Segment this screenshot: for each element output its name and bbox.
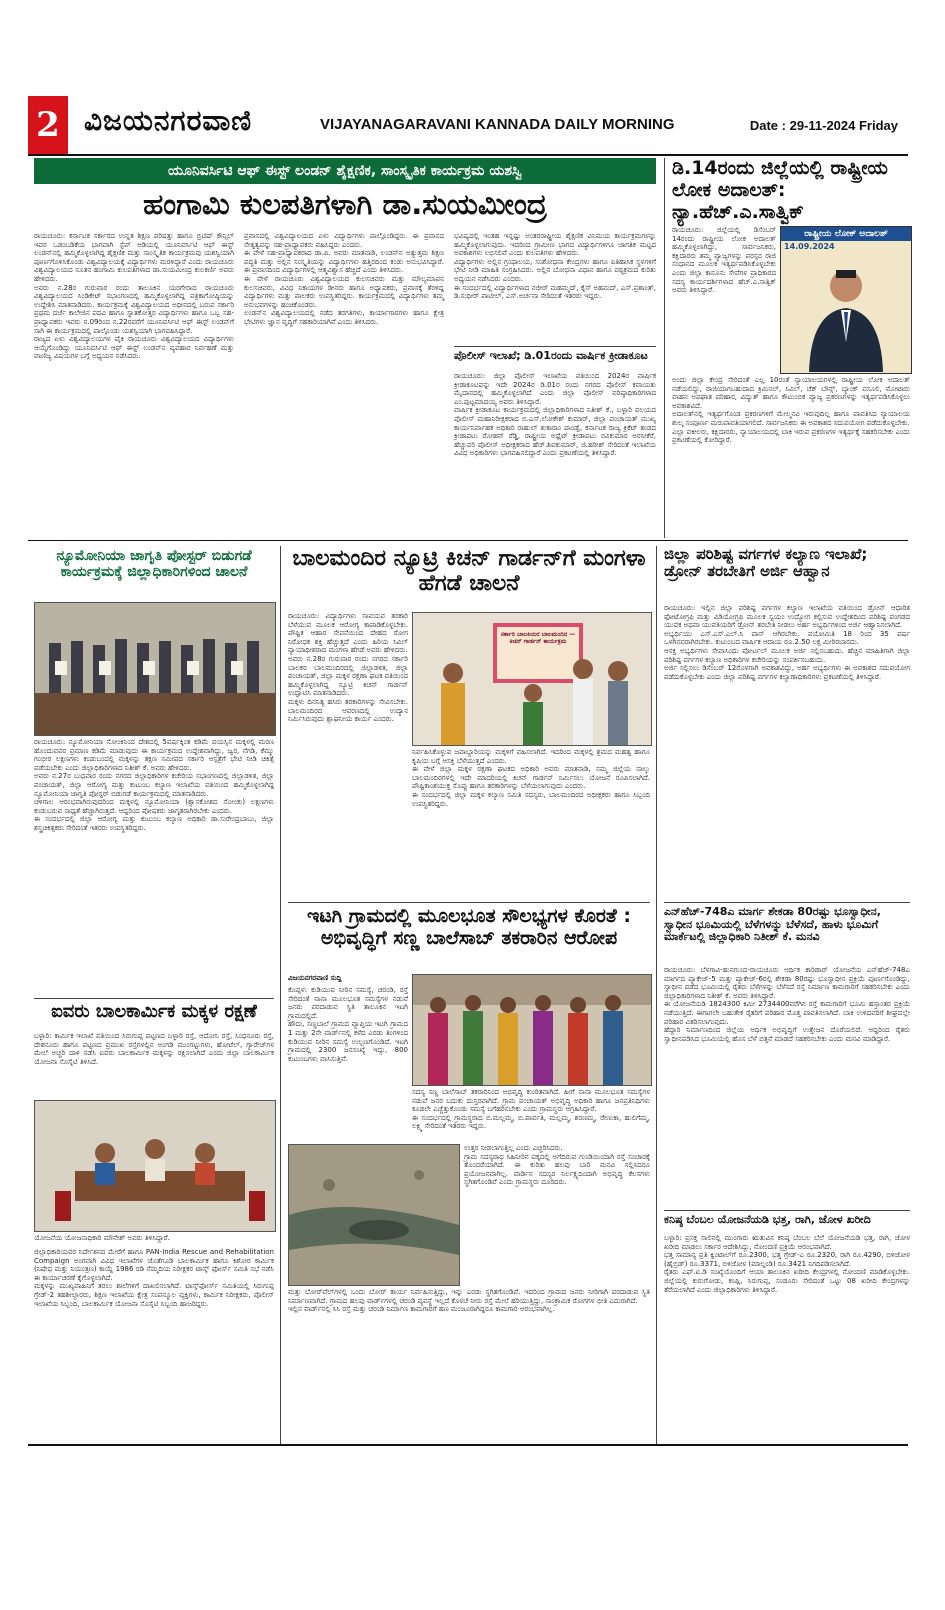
kitchen-body-col1: ರಾಯಚೂರು: ವಿದ್ಯಾರ್ಥಿಗಳು ಸಾವಯವ ತರಕಾರಿ ಬೆಳೆಯುವ ಮೂಲಕ ಆರೋಗ್ಯ ಕಾಪಾಡಿಕೊಳ್ಳಬೇಕು. ಪೌಷ್ಟಿಕ ಆಹಾರ ಸೇವನೆಯಿಂದ ದೇಹದ ರೋಗ ನಿರೋಧಕ ಶಕ್ತಿ ಹೆಚ್ಚುತ್ತದೆ ಎಂದು ಹಿರಿಯ ಸಿವಿಲ್ ನ್ಯಾಯಾಧೀಶರಾದ ಮಂಗಳಾ ಹೆಗಡೆ ಅವರು ಹೇಳಿದರು. ಅವರು ನ.28ರ ಗುರುವಾರ ರಂದು ನಗರದ ಸರ್ಕಾರಿ ಬಾಲಕರ ಬಾಲಮಂದಿರದಲ್ಲಿ ಜಿಲ್ಲಾಡಳಿತ, ಜಿಲ್ಲಾ ಪಂಚಾಯತ್, ಜಿಲ್ಲಾ ಮಕ್ಕಳ ರಕ್ಷಣಾ ಘಟಕ ವತಿಯಿಂದ ಹಮ್ಮಿಕೊಳ್ಳಲಾಗಿದ್ದ ನ್ಯೂಟ್ರಿ ಕಿಚನ್ ಗಾರ್ಡನ್ ಉದ್ಘಾಟಿಸಿ ಮಾತನಾಡಿದರು. ಮಕ್ಕಳು ದಿನನಿತ್ಯ ಹಸಿರು ತರಕಾರಿಗಳನ್ನು ಸೇವಿಸಬೇಕು. ಬಾಲಮಂದಿರದ ಆವರಣದಲ್ಲಿ ಉದ್ಯಾನ ನಿರ್ಮಿಸಿರುವುದು ಶ್ಲಾಘನೀಯ ಕಾರ್ಯ ಎಂದರು. bbox=[288, 612, 408, 724]
adalat-headline: ಡಿ.14ರಂದು ಜಿಲ್ಲೆಯಲ್ಲಿ ರಾಷ್ಟ್ರೀಯ ಲೋಕ ಅದಾಲತ್: ನ್ಯಾ.ಹೆಚ್.ಎ.ಸಾತ್ವಿಕ್ bbox=[672, 157, 888, 223]
masthead bbox=[28, 96, 908, 154]
adalat-banner-title: ರಾಷ್ಟ್ರೀಯ ಲೋಕ್ ಅದಾಲತ್ bbox=[781, 227, 911, 241]
page-bottom-rule bbox=[28, 1444, 908, 1446]
lead-body-col3: ಭವಿಷ್ಯದಲ್ಲಿ ಇಂತಹ ಇನ್ನಷ್ಟು ಅಂತರರಾಷ್ಟ್ರೀಯ ಶೈಕ್ಷಣಿಕ ವಿನಿಮಯ ಕಾರ್ಯಕ್ರಮಗಳನ್ನು ಹಮ್ಮಿಕೊಳ್ಳಲಾಗುವುದು. ಇದರಿಂದ ಗ್ರಾಮೀಣ ಭಾಗದ ವಿದ್ಯಾರ್ಥಿಗಳಿಗೂ ಜಾಗತಿಕ ಮಟ್ಟದ ಅವಕಾಶಗಳು ಲಭಿಸಲಿವೆ ಎಂದು ಕುಲಪತಿಗಳು ಹೇಳಿದರು. ವಿದ್ಯಾರ್ಥಿಗಳು ಅಲ್ಲಿನ ಗ್ರಂಥಾಲಯ, ಸಂಶೋಧನಾ ಕೇಂದ್ರಗಳು ಹಾಗೂ ಐತಿಹಾಸಿಕ ಸ್ಥಳಗಳಿಗೆ ಭೇಟಿ ನೀಡಿ ಮಾಹಿತಿ ಸಂಗ್ರಹಿಸಿದರು. ಅಲ್ಲಿನ ಬೋಧನಾ ವಿಧಾನ ಹಾಗೂ ಪಠ್ಯಕ್ರಮದ ಕುರಿತು ಅಧ್ಯಯನ ನಡೆಸಿದರು ಎಂದರು. ಈ ಸಂದರ್ಭದಲ್ಲಿ ವಿದ್ಯಾರ್ಥಿಗಳಾದ ನಜೀರ್ ಮಹಮ್ಮದ್, ಕೈಸ್ ಅಹಮದ್, ಎಸ್.ಪ್ರಶಾಂತ್, ಡಿ.ಸುಧೀರ್ ಪಾಟೀಲ್, ಎಸ್.ಅರ್ಚನಾ ಸೇರಿದಂತೆ ಇತರರು ಇದ್ದರು. bbox=[454, 232, 656, 301]
pneumonia-body: ರಾಯಚೂರು: ನ್ಯೂಮೋನಿಯಾ ಸೋಂಕಿನಿಂದ ದೇಶದಲ್ಲಿ 5ವರ್ಷಕ್ಕಿಂತ ಕಡಿಮೆ ವಯಸ್ಸಿನ ಮಕ್ಕಳಲ್ಲಿ ಮರಣ ಹೊಂದುವವರ ಪ್ರಮಾಣ ಕಡಿಮೆ ಮಾಡುವುದು ಈ ಕಾರ್ಯಕ್ರಮದ ಉದ್ದೇಶವಾಗಿದ್ದು, ಜ್ವರ, ನೆಗಡಿ, ಕೆಮ್ಮು ಗಂಭೀರ ಲಕ್ಷಣಗಳು ಕಂಡುಬಂದಲ್ಲಿ ಮಕ್ಕಳನ್ನು ತಕ್ಷಣ ಸಮೀಪದ ಸರ್ಕಾರಿ ಆಸ್ಪತ್ರೆಗೆ ಭೇಟಿ ನೀಡಿ ಚಿಕಿತ್ಸೆ ಪಡೆಯಬೇಕು ಎಂದು ಜಿಲ್ಲಾಧಿಕಾರಿಗಳಾದ ನಿತೀಶ್ ಕೆ. ಅವರು ಹೇಳಿದರು. ಅವರು ನ.27ರ ಬುಧವಾರ ರಂದು ನಗರದ ಜಿಲ್ಲಾಧಿಕಾರಿಗಳ ಕಚೇರಿಯ ಸಭಾಂಗಣದಲ್ಲಿ ಜಿಲ್ಲಾಡಳಿತ, ಜಿಲ್ಲಾ ಪಂಚಾಯತ್, ಜಿಲ್ಲಾ ಆರೋಗ್ಯ ಮತ್ತು ಕುಟುಂಬ ಕಲ್ಯಾಣ ಇಲಾಖೆಯ ವತಿಯಿಂದ ಹಮ್ಮಿಕೊಳ್ಳಲಾಗಿದ್ದ ನ್ಯೂಮೋನಿಯಾ ಜಾಗೃತಿ ಪೋಸ್ಟರ್ ಬಿಡುಗಡೆ ಕಾರ್ಯಕ್ರಮದಲ್ಲಿ ಮಾತನಾಡಿದರು. ಚಳಿಗಾಲ ಆರಂಭವಾಗಿರುವುದರಿಂದ ಮಕ್ಕಳಲ್ಲಿ ನ್ಯೂಮೋನಿಯಾ (ಶ್ವಾಸಕೋಶದ ಸೋಂಕು) ಲಕ್ಷಣಗಳು ಕಂಡುಬರುವ ಸಾಧ್ಯತೆ ಹೆಚ್ಚಾಗಿರುತ್ತದೆ. ಆದ್ದರಿಂದ ಪೋಷಕರು ಜಾಗೃತರಾಗಿರಬೇಕು ಎಂದರು. ಈ ಸಂದರ್ಭದಲ್ಲಿ ಜಿಲ್ಲಾ ಆರೋಗ್ಯ ಮತ್ತು ಕುಟುಂಬ ಕಲ್ಯಾಣ ಅಧಿಕಾರಿ ಡಾ.ಸುರೇಂದ್ರಬಾಬು, ಜಿಲ್ಲಾ ಶಸ್ತ್ರಚಿಕಿತ್ಸಕರು ಸೇರಿದಂತೆ ಇತರರು ಉಪಸ್ಥಿತರಿದ್ದರು. bbox=[34, 738, 274, 832]
adalat-body-full: ಅಂದು ಜಿಲ್ಲಾ ಕೇಂದ್ರ ಸೇರಿದಂತೆ ಎಲ್ಲ 10ರಂತೆ ನ್ಯಾಯಾಲಯಗಳಲ್ಲಿ ರಾಷ್ಟ್ರೀಯ ಲೋಕ ಅದಾಲತ್ ನಡೆಯಲಿದ್ದು, ರಾಜಿಯಾಗಬಹುದಾದ ಕ್ರಿಮಿನಲ್, ಸಿವಿಲ್, ಚೆಕ್ ಬೌನ್ಸ್, ಬ್ಯಾಂಕ್ ವಸೂಲಿ, ಮೋಟಾರು ವಾಹನ ಅಪಘಾತ ಪರಿಹಾರ, ವಿದ್ಯುತ್ ಹಾಗೂ ಕೌಟುಂಬಿಕ ವ್ಯಾಜ್ಯ ಪ್ರಕರಣಗಳನ್ನು ಇತ್ಯರ್ಥಪಡಿಸಿಕೊಳ್ಳಲು ಅವಕಾಶವಿದೆ. ಅದಾಲತ್‌ನಲ್ಲಿ ಇತ್ಯರ್ಥಗೊಂಡ ಪ್ರಕರಣಗಳಿಗೆ ಮೇಲ್ಮನವಿ ಇರುವುದಿಲ್ಲ ಹಾಗೂ ಪಾವತಿಸಿದ ನ್ಯಾಯಾಲಯ ಶುಲ್ಕ ಸಂಪೂರ್ಣ ಮರುಪಾವತಿಯಾಗಲಿದೆ. ಸಾರ್ವಜನಿಕರು ಈ ಅವಕಾಶದ ಸದುಪಯೋಗ ಪಡೆದುಕೊಳ್ಳಬೇಕು. ಎಲ್ಲಾ ವಕೀಲರು, ಕಕ್ಷಿದಾರರು, ನ್ಯಾಯಾಲಯದಲ್ಲಿ ಬಾಕಿ ಇರುವ ಪ್ರಕರಣಗಳ ಇತ್ಯರ್ಥಕ್ಕೆ ಸಹಕರಿಸಬೇಕು ಎಂದು ಪ್ರಕಟಣೆಯಲ್ಲಿ ಕೋರಿದ್ದಾರೆ. bbox=[672, 376, 910, 445]
kitchen-photo bbox=[412, 612, 652, 746]
child-labour-body1: ಬಳ್ಳಾರಿ: ಕಾರ್ಮಿಕ ಇಲಾಖೆ ವತಿಯಿಂದ ಸಿರುಗುಪ್ಪ ಪಟ್ಟಣದ ಬಳ್ಳಾರಿ ರಸ್ತೆ, ಆದೋನಿ ರಸ್ತೆ, ಸಿಂಧನೂರು ರಸ್ತೆ, ದೇಶನೂರು ಹಾಗೂ ಪಟ್ಟಣದ ಪ್ರಮುಖ ರಸ್ತೆಗಳಲ್ಲಿನ ಅಂಗಡಿ ಮುಂಗಟ್ಟುಗಳು, ಹೋಟೆಲ್, ಗ್ಯಾರೇಜ್‌ಗಳ ಮೇಲೆ ಅಚ್ಚರಿ ದಾಳಿ ನಡೆಸಿ ಐವರು ಬಾಲಕಾರ್ಮಿಕ ಮಕ್ಕಳನ್ನು ರಕ್ಷಿಸಲಾಗಿದೆ ಎಂದು ಜಿಲ್ಲಾ ಬಾಲಕಾರ್ಮಿಕ ಯೋಜನಾ ಸೊಸೈಟಿ ತಿಳಿಸಿದೆ. bbox=[34, 1032, 277, 1066]
page-number: 2 bbox=[28, 96, 68, 154]
village-headline: ಇಟಗಿ ಗ್ರಾಮದಲ್ಲಿ ಮೂಲಭೂತ ಸೌಲಭ್ಯಗಳ ಕೊರತೆ : ಅಭಿವೃದ್ಧಿಗೆ ಸಣ್ಣ ಬಾಲೆಸಾಬ್ ತಕರಾರಿನ ಆರೋಪ bbox=[306, 905, 631, 949]
meeting-photo-icon bbox=[35, 603, 275, 735]
lead-body-col1: ರಾಯಚೂರು: ಕರ್ನಾಟಕ ಸರ್ಕಾರದ ಉನ್ನತ ಶಿಕ್ಷಣ ಪರಿಷತ್ತು ಹಾಗೂ ಬ್ರಿಟಿಷ್ ಕೌನ್ಸಿಲ್ ಇವರ ಒಡಂಬಡಿಕೆಯ ಭಾಗವಾಗಿ ಸ್ಟೆಪ್ ಆಡಿಯಲ್ಲಿ ಯೂನಿವರ್ಸಿಟಿ ಆಫ್ ಈಸ್ಟ್ ಲಂಡನ್‌ನಲ್ಲಿ ಹಮ್ಮಿಕೊಳ್ಳಲಾಗಿದ್ದ ಶೈಕ್ಷಣಿಕ ಮತ್ತು ಸಾಂಸ್ಕೃತಿಕ ಕಾರ್ಯಕ್ರಮವು ಯಶಸ್ವಿಯಾಗಿ ಪೂರ್ಣಗೊಳಿಸಿಕೊಂಡು ವಿಶ್ವವಿದ್ಯಾಲಯಕ್ಕೆ ವಿದ್ಯಾರ್ಥಿಗಳು ಮರಳಿದ್ದಾರೆ ಎಂದು ರಾಯಚೂರು ವಿಶ್ವವಿದ್ಯಾಲಯದ ನೂತನ ಹಂಗಾಮಿ ಕುಲಪತಿಗಳಾದ ಡಾ.ಸುಯಮೀಂದ್ರ ಕುಲಕರ್ಣಿ ಅವರು ಹೇಳಿದರು. ಅವರು ನ.28ರ ಗುರುವಾರ ರಂದು ತಾಲೂಕಿನ ಯರಗೇರಾದ ರಾಯಚೂರು ವಿಶ್ವವಿದ್ಯಾಲಯದ ಸಿಂಡಿಕೇಟ್ ಸಭಾಂಗಣದಲ್ಲಿ ಹಮ್ಮಿಕೊಳ್ಳಲಾಗಿದ್ದ ಪತ್ರಿಕಾಗೋಷ್ಠಿಯನ್ನು ಉದ್ದೇಶಿಸಿ ಮಾತನಾಡಿದರು. ಕಾರ್ಯಕ್ರಮಕ್ಕೆ ವಿಶ್ವವಿದ್ಯಾಲಯದ ಅಧೀನದಲ್ಲಿ ಬರುವ ಸರ್ಕಾರಿ ಪ್ರಥಮ ದರ್ಜೆ ಕಾಲೇಜಿನ ಪದವಿ ಹಾಗೂ ಸ್ನಾತಕೋತ್ತರ ವಿದ್ಯಾರ್ಥಿಗಳು ಹಾಗೂ ಒಬ್ಬ ಸಹ-ಪ್ರಾಧ್ಯಾಪಕರು ಇವರು ನ.09ರಿಂದ ನ.22ರವರೆಗೆ ಯೂನಿವರ್ಸಿಟಿ ಆಫ್ ಈಸ್ಟ್ ಲಂಡನ್‌ಗೆ ಸಾಗಿ ಈ ಕಾರ್ಯಕ್ರಮದಲ್ಲಿ ಪಾಲ್ಗೊಂಡು ಯಶಸ್ವಿಯಾಗಿ ಭಾಗವಹಿಸಿದ್ದಾರೆ. ರಾಜ್ಯದ ಏಳು ವಿಶ್ವವಿದ್ಯಾಲಯಗಳ ಪೈಕಿ ರಾಯಚೂರು ವಿಶ್ವವಿದ್ಯಾಲಯದ ವಿದ್ಯಾರ್ಥಿಗಳು ಆಯ್ಕೆಗೊಂಡಿದ್ದು ಯೂನಿವರ್ಸಿಟಿ ಆಫ್ ಈಸ್ಟ್ ಲಂಡನ್‌ನ ವ್ಯವಹಾರ ನಿರ್ವಹಣೆ ಮತ್ತು ವಾಣಿಜ್ಯ ವಿಷಯಗಳ ಬಗ್ಗೆ ಅಧ್ಯಯನ ನಡೆಸಿದರು. bbox=[34, 232, 234, 361]
section-rule bbox=[28, 540, 908, 541]
column-divider bbox=[656, 546, 657, 1446]
village-photo-women bbox=[412, 974, 652, 1086]
pneumonia-headline: ನ್ಯೂಮೋನಿಯಾ ಜಾಗೃತಿ ಪೋಸ್ಟರ್ ಬಿಡುಗಡೆ ಕಾರ್ಯಕ್ರಮಕ್ಕೆ ಜಿಲ್ಲಾಧಿಕಾರಿಗಳಿಂದ ಚಾಲನೆ bbox=[56, 548, 252, 581]
divider bbox=[664, 902, 910, 903]
drone-headline: ಜಿಲ್ಲಾ ಪರಿಶಿಷ್ಟ ವರ್ಗಗಳ ಕಲ್ಯಾಣ ಇಲಾಖೆ; ಡ್ರೋನ್ ತರಬೇತಿಗೆ ಅರ್ಜಿ ಆಹ್ವಾನ bbox=[664, 545, 868, 581]
portrait-icon bbox=[781, 252, 911, 372]
village-body-col1: ಕೊಪ್ಪಳ: ಕುಡಿಯುವ ನೀರಿನ ಸಮಸ್ಯೆ, ಚರಂಡಿ, ರಸ್ತೆ ಸೇರಿದಂತೆ ನಾನಾ ಮೂಲಭೂತ ಸಮಸ್ಯೆಗಳ ನಡುವೆ ಜನರು ಪರದಾಡುವ ಸ್ಥಿತಿ ತಾಲೂಕಿನ ಇಟಗಿ ಗ್ರಾಮದಲ್ಲಿದೆ. ಹೌದು, ಸಣ್ಣಬಾಲೆ ಗ್ರಾಮದ ವ್ಯಾಪ್ತಿಯ ಇಟಗಿ ಗ್ರಾಮದ 1 ಮತ್ತು 2ನೇ ವಾರ್ಡ್‌ನಲ್ಲಿ ಕಳೆದ ಎರಡು ತಿಂಗಳಿಂದ ಕುಡಿಯುವ ನೀರಿನ ಸಮಸ್ಯೆ ಉಲ್ಬಣಗೊಂಡಿದೆ. ಇಟಗಿ ಗ್ರಾಮದಲ್ಲಿ 2300 ಜನಸಂಖ್ಯೆ ಇದ್ದು, 800 ಕುಟುಂಬಗಳು ವಾಸಿಸುತ್ತಿವೆ. bbox=[288, 986, 408, 1063]
kitchen-headline: ಬಾಲಮಂದಿರ ನ್ಯೂಟ್ರಿ ಕಿಚನ್ ಗಾರ್ಡನ್‌ಗೆ ಮಂಗಳಾ ಹೆಗಡೆ ಚಾಲನೆ bbox=[292, 546, 646, 597]
villagers-photo-icon bbox=[413, 975, 651, 1085]
highway-headline: ಎನ್‌ಹೆಚ್-748ಎ ಮಾರ್ಗ ಶೇಕಡಾ 80ರಷ್ಟು ಭೂಸ್ವಾಧೀನ, ಸ್ವಾಧೀನ ಭೂಮಿಯಲ್ಲಿ ಬೆಳೆಗಳನ್ನು ಬೆಳೆಸದೆ, ಹಾಳು ಭೂಮಿಗೆ ಮಾರ್ಕೆಟಲ್ಲಿ ಜಿಲ್ಲಾಧಿಕಾರಿ ನಿತೀಶ್ ಕೆ. ಮನವಿ bbox=[664, 905, 881, 944]
lead-body-col2: ಪ್ರವಾಸದಲ್ಲಿ ವಿಶ್ವವಿದ್ಯಾಲಯದ ಏಳು ವಿದ್ಯಾರ್ಥಿಗಳು ಪಾಲ್ಗೊಂಡಿದ್ದರು. ಈ ಪ್ರವಾಸದ ನೇತೃತ್ವವನ್ನು ಸಹ-ಪ್ರಾಧ್ಯಾಪಕರು ವಹಿಸಿದ್ದರು ಎಂದರು. ಈ ವೇಳೆ ಸಹ-ಪ್ರಾಧ್ಯಾಪಕರಾದ ಡಾ.ಪಿ. ಅವರು ಮಾತನಾಡಿ, ಲಂಡನ್‌ನ ಅತ್ಯುತ್ತಮ ಶಿಕ್ಷಣ ಪದ್ಧತಿ ಮತ್ತು ಅಲ್ಲಿನ ಸಂಸ್ಕೃತಿಯನ್ನು ವಿದ್ಯಾರ್ಥಿಗಳು ಹತ್ತಿರದಿಂದ ಕಂಡು ಅನುಭವಿಸಿದ್ದಾರೆ. ಈ ಪ್ರವಾಸದಿಂದ ವಿದ್ಯಾರ್ಥಿಗಳಲ್ಲಿ ಆತ್ಮವಿಶ್ವಾಸ ಹೆಚ್ಚಿದೆ ಎಂದು ತಿಳಿಸಿದರು. ಈ ವೇಳೆ ರಾಯಚೂರು ವಿಶ್ವವಿದ್ಯಾಲಯದ ಕುಲಸಚಿವರು ಮತ್ತು ಮೌಲ್ಯಮಾಪನ ಕುಲಸಚಿವರು, ವಿವಿಧ ನಿಕಾಯಗಳ ಡೀನರು ಹಾಗೂ ಅಧ್ಯಾಪಕರು, ಪ್ರವಾಸಕ್ಕೆ ತೆರಳಿದ್ದ ವಿದ್ಯಾರ್ಥಿಗಳು ಮತ್ತು ಪಾಲಕರು ಉಪಸ್ಥಿತರಿದ್ದರು. ಕಾರ್ಯಕ್ರಮದಲ್ಲಿ ವಿದ್ಯಾರ್ಥಿಗಳು ತಮ್ಮ ಅನುಭವಗಳನ್ನು ಹಂಚಿಕೊಂಡರು. ಲಂಡನ್‌ನ ವಿಶ್ವವಿದ್ಯಾಲಯದಲ್ಲಿ ನಡೆದ ತರಗತಿಗಳು, ಕಾರ್ಯಾಗಾರಗಳು ಹಾಗೂ ಕ್ಷೇತ್ರ ಭೇಟಿಗಳು ಜ್ಞಾನ ವೃದ್ಧಿಗೆ ಸಹಕಾರಿಯಾಗಿವೆ ಎಂದು ತಿಳಿಸಿದರು. bbox=[244, 232, 444, 326]
column-divider bbox=[664, 158, 665, 538]
pneumonia-photo bbox=[34, 602, 276, 736]
newspaper-title-kannada: ವಿಜಯನಗರವಾಣಿ bbox=[84, 104, 253, 137]
msp-headline: ಕನಿಷ್ಠ ಬೆಂಬಲ ಯೋಜನೆಯಡಿ ಭತ್ತ, ರಾಗಿ, ಜೋಳ ಖರೀದಿ bbox=[664, 1213, 871, 1226]
column-divider bbox=[280, 546, 281, 1446]
lead-headline: ಹಂಗಾಮಿ ಕುಲಪತಿಗಳಾಗಿ ಡಾ.ಸುಯಮೀಂದ್ರ bbox=[143, 187, 547, 221]
masthead-rule bbox=[28, 154, 908, 156]
highway-body: ರಾಯಚೂರು: ಬೆಳಗಾವಿ-ಹುನಗುಂದ-ರಾಯಚೂರು ಆರ್ಥಿಕ ಕಾರಿಡಾರ್ ಯೋಜನೆಯ ಎನ್‌ಹೆಚ್-748ಎ ಮಾರ್ಗದ ಪ್ಯಾಕೇಜ್-5 ಮತ್ತು ಪ್ಯಾಕೇಜ್-6ರಲ್ಲಿ ಶೇಕಡಾ 80ರಷ್ಟು ಭೂಸ್ವಾಧೀನ ಪ್ರಕ್ರಿಯೆ ಪೂರ್ಣಗೊಂಡಿದ್ದು, ಸ್ವಾಧೀನ ಪಡೆದ ಭೂಮಿಯಲ್ಲಿ ರೈತರು ಬೆಳೆಗಳನ್ನು ಬೆಳೆಸದೆ ರಸ್ತೆ ನಿರ್ಮಾಣ ಕಾಮಗಾರಿಗೆ ಸಹಕರಿಸಬೇಕು ಎಂದು ಜಿಲ್ಲಾಧಿಕಾರಿಗಳಾದ ನಿತೀಶ್ ಕೆ. ಅವರು ತಿಳಿಸಿದ್ದಾರೆ. ಈ ಯೋಜನೆಯಡಿ 1824300 ಕಿಮೀ 2734400ವರೆಗಿನ ರಸ್ತೆ ಕಾಮಗಾರಿಗೆ ಭೂಮಿ ಹಸ್ತಾಂತರ ಪ್ರಕ್ರಿಯೆ ನಡೆಯುತ್ತಿದೆ. ಈಗಾಗಲೇ ಬಹುತೇಕ ರೈತರಿಗೆ ಪರಿಹಾರ ಮೊತ್ತ ಪಾವತಿಸಲಾಗಿದೆ. ಬಾಕಿ ಉಳಿದವರಿಗೆ ಶೀಘ್ರದಲ್ಲೇ ಪರಿಹಾರ ವಿತರಿಸಲಾಗುವುದು. ಹೆದ್ದಾರಿ ನಿರ್ಮಾಣದಿಂದ ಜಿಲ್ಲೆಯ ಆರ್ಥಿಕ ಅಭಿವೃದ್ಧಿಗೆ ಉತ್ತೇಜನ ದೊರೆಯಲಿದೆ. ಆದ್ದರಿಂದ ರೈತರು ಸ್ವಾಧೀನಪಡಿಸಿದ ಭೂಮಿಯಲ್ಲಿ ಹೊಸ ಬೆಳೆ ಬಿತ್ತನೆ ಮಾಡದೆ ಸಹಕರಿಸಬೇಕು ಎಂದು ಮನವಿ ಮಾಡಿದ್ದಾರೆ. bbox=[664, 966, 910, 1043]
lead-kicker: ಯೂನಿವರ್ಸಿಟಿ ಆಫ್ ಈಸ್ಟ್ ಲಂಡನ್ ಶೈಕ್ಷಣಿಕ, ಸಾಂಸ್ಕೃತಿಕ ಕಾರ್ಯಕ್ರಮ ಯಶಸ್ವಿ bbox=[34, 158, 656, 184]
kitchen-photo-board: ಸರ್ಕಾರಿ ಬಾಲಕಿಯರ ಬಾಲಮಂದಿರ — ಕಿಚನ್ ಗಾರ್ಡನ್ ಕಾರ್ಯಕ್ರಮ bbox=[500, 631, 576, 645]
divider bbox=[664, 1210, 910, 1211]
divider bbox=[34, 998, 274, 999]
drain-photo-icon bbox=[289, 1145, 459, 1285]
village-body-col2: ಸದಸ್ಯ ಸಣ್ಣ ಬಾಲೆಸಾಬ್ ತಕರಾರಿನಿಂದ ಅಭಿವೃದ್ಧಿ ಕುಂಠಿತವಾಗಿದೆ. ಹೀಗೆ ನಾನಾ ಮೂಲಭೂತ ಸಮಸ್ಯೆಗಳ ನಡುವೆ ಜನರ ಬದುಕು ದುಸ್ತರವಾಗಿದೆ. ಗ್ರಾಮ ಪಂಚಾಯತ್ ಅಭಿವೃದ್ಧಿ ಅಧಿಕಾರಿ ಹಾಗೂ ಜನಪ್ರತಿನಿಧಿಗಳು ಕೂಡಲೇ ಎಚ್ಚೆತ್ತುಕೊಂಡು ಸಮಸ್ಯೆ ಬಗೆಹರಿಸಬೇಕು ಎಂದು ಗ್ರಾಮಸ್ಥರು ಆಗ್ರಹಿಸಿದ್ದಾರೆ. ಈ ಸಂದರ್ಭದಲ್ಲಿ ಗ್ರಾಮಸ್ಥರಾದ ಬಿ.ಮಲ್ಲಮ್ಮ, ಬಿ.ಪಾರ್ವತಿ, ಮಲ್ಲಮ್ಮ, ಶರಣಮ್ಮ, ರೇಣುಕಾ, ಹುಲಿಗೆಮ್ಮ, ಲಕ್ಷ್ಮಿ ಸೇರಿದಂತೆ ಇತರರು ಇದ್ದರು. bbox=[412, 1088, 650, 1131]
child-labour-caption: ಯೋಜನೆಯ ಯೋಜನಾಧಿಕಾರಿ ಮೌನೇಶ್ ಅವರು ತಿಳಿಸಿದ್ದಾರೆ. bbox=[34, 1234, 170, 1242]
drone-body: ರಾಯಚೂರು: ಇಲ್ಲಿನ ಜಿಲ್ಲಾ ಪರಿಶಿಷ್ಟ ವರ್ಗಗಳ ಕಲ್ಯಾಣ ಇಲಾಖೆಯ ವತಿಯಿಂದ ಡ್ರೋನ್ ಆಧಾರಿತ ಫೋಟೋಗ್ರಫಿ ಮತ್ತು ವಿಡಿಯೋಗ್ರಫಿ ಮೂಲಕ ಸ್ವಯಂ ಉದ್ಯೋಗ ಕಲ್ಪಿಸುವ ಉದ್ದೇಶದಿಂದ ಪರಿಶಿಷ್ಟ ಪಂಗಡದ ಯುವಕ ಅಥವಾ ಯುವತಿಯರಿಗೆ ಡ್ರೋನ್ ತರಬೇತಿ ನೀಡಲು ಅರ್ಹ ಅಭ್ಯರ್ಥಿಗಳಿಂದ ಅರ್ಜಿ ಆಹ್ವಾನಿಸಲಾಗಿದೆ. ಅಭ್ಯರ್ಥಿಯು ಎಸ್.ಎಸ್.ಎಲ್.ಸಿ ಪಾಸ್ ಆಗಿರಬೇಕು. ವಯೋಮಿತಿ 18 ರಿಂದ 35 ವರ್ಷ ಒಳಗಿನವರಾಗಿರಬೇಕು. ಕುಟುಂಬದ ವಾರ್ಷಿಕ ಆದಾಯ ರೂ.2.50 ಲಕ್ಷ ಮೀರಿರಬಾರದು. ಆಸಕ್ತ ಅಭ್ಯರ್ಥಿಗಳು ಸೇವಾಸಿಂಧು ಪೋರ್ಟಲ್ ಮೂಲಕ ಅರ್ಜಿ ಸಲ್ಲಿಸಬಹುದು. ಹೆಚ್ಚಿನ ಮಾಹಿತಿಗಾಗಿ ಜಿಲ್ಲಾ ಪರಿಶಿಷ್ಟ ವರ್ಗಗಳ ಕಲ್ಯಾಣ ಅಧಿಕಾರಿಗಳ ಕಚೇರಿಯನ್ನು ಸಂಪರ್ಕಿಸಬಹುದು. ಅರ್ಜಿ ಸಲ್ಲಿಸಲು ಡಿಸೆಂಬರ್ 12ರೊಳಗಾಗಿ ಅವಕಾಶವಿದ್ದು, ಅರ್ಹ ಅಭ್ಯರ್ಥಿಗಳು ಈ ಅವಕಾಶದ ಸದುಪಯೋಗ ಪಡೆದುಕೊಳ್ಳಬೇಕು ಎಂದು ಜಿಲ್ಲಾ ಪರಿಶಿಷ್ಟ ವರ್ಗಗಳ ಕಲ್ಯಾಣಾಧಿಕಾರಿಗಳು ಪ್ರಕಟಣೆಯಲ್ಲಿ ತಿಳಿಸಿದ್ದಾರೆ. bbox=[664, 604, 910, 681]
village-body-col3: ಮತ್ತು ಬೋರ್‌ವೆಲ್‌ಗಳಲ್ಲಿ ಒಂದು ಬೋರ್ ಕಾರ್ಯ ನಿರ್ವಹಿಸುತ್ತಿದ್ದು, ಇನ್ನು ಎರಡು ಸ್ಥಗಿತಗೊಂಡಿವೆ. ಇದರಿಂದ ಗ್ರಾಮದ ಜನರು ನೀರಿಗಾಗಿ ಪರದಾಡುವ ಸ್ಥಿತಿ ನಿರ್ಮಾಣವಾಗಿದೆ. ಗ್ರಾಮದ ಹಲವು ವಾರ್ಡ್‌ಗಳಲ್ಲಿ ಚರಂಡಿ ವ್ಯವಸ್ಥೆ ಇಲ್ಲದೆ ಕೊಳಚೆ ನೀರು ರಸ್ತೆ ಮೇಲೆ ಹರಿಯುತ್ತಿದ್ದು, ಸಾಂಕ್ರಾಮಿಕ ರೋಗಗಳ ಭೀತಿ ಎದುರಾಗಿದೆ. ಇಲ್ಲಿನ ವಾರ್ಡ್‌ನಲ್ಲಿ ಸಿಸಿ ರಸ್ತೆ ಮತ್ತು ಚರಂಡಿ ನಿರ್ಮಾಣ ಕಾಮಗಾರಿಗೆ ಹಣ ಮಂಜೂರಾಗಿದ್ದರೂ ಕಾಮಗಾರಿ ಆರಂಭವಾಗಿಲ್ಲ. bbox=[288, 1288, 650, 1314]
adalat-body-left: ರಾಯಚೂರು: ಜಿಲ್ಲೆಯಲ್ಲಿ ಡಿಸೆಂಬರ್ 14ರಂದು ರಾಷ್ಟ್ರೀಯ ಲೋಕ ಅದಾಲತ್ ಹಮ್ಮಿಕೊಳ್ಳಲಾಗಿದ್ದು, ಸಾರ್ವಜನಿಕರು, ಕಕ್ಷಿದಾರರು ತಮ್ಮ ವ್ಯಾಜ್ಯಗಳನ್ನು ಪರಸ್ಪರ ರಾಜಿ ಸಂಧಾನದ ಮೂಲಕ ಇತ್ಯರ್ಥಪಡಿಸಿಕೊಳ್ಳಬೇಕು ಎಂದು ಜಿಲ್ಲಾ ಕಾನೂನು ಸೇವೆಗಳ ಪ್ರಾಧಿಕಾರದ ಸದಸ್ಯ ಕಾರ್ಯದರ್ಶಿಗಳಾದ ಹೆಚ್.ಎ.ಸಾತ್ವಿಕ್ ಅವರು ತಿಳಿಸಿದ್ದಾರೆ. bbox=[672, 226, 779, 295]
village-byline: ವಿಜಯನಗರವಾಣಿ ಸುದ್ದಿ bbox=[288, 974, 342, 982]
child-labour-photo bbox=[34, 1100, 276, 1232]
msp-body: ಬಳ್ಳಾರಿ: ಪ್ರಸಕ್ತ ಸಾಲಿನಲ್ಲಿ ಮುಂಗಾರು ಋತುವಿನ ಕನಿಷ್ಠ ಬೆಂಬಲ ಬೆಲೆ ಯೋಜನೆಯಡಿ ಭತ್ತ, ರಾಗಿ, ಜೋಳ ಖರೀದಿ ಮಾಡಲು ಸರ್ಕಾರ ಆದೇಶಿಸಿದ್ದು, ನೋಂದಣಿ ಪ್ರಕ್ರಿಯೆ ಆರಂಭವಾಗಿದೆ. ಭತ್ತ ಸಾಮಾನ್ಯ ಪ್ರತಿ ಕ್ವಿಂಟಾಲ್‌ಗೆ ರೂ.2300, ಭತ್ತ ಗ್ರೇಡ್-ಎ ರೂ.2320, ರಾಗಿ ರೂ.4290, ಬಿಳಿಜೋಳ (ಹೈಬ್ರಿಡ್) ರೂ.3371, ಬಿಳಿಜೋಳ (ಮಾಲ್ದಂಡಿ) ರೂ.3421 ನಿಗದಿಪಡಿಸಲಾಗಿದೆ. ರೈತರು ಎಫ್.ಐ.ಡಿ ಸಂಖ್ಯೆಯೊಂದಿಗೆ ಆಯಾ ತಾಲೂಕಿನ ಖರೀದಿ ಕೇಂದ್ರಗಳಲ್ಲಿ ನೋಂದಣಿ ಮಾಡಿಕೊಳ್ಳಬೇಕು. ಜಿಲ್ಲೆಯಲ್ಲಿ ಕುರುಗೋಡು, ಕಂಪ್ಲಿ, ಸಿರುಗುಪ್ಪ, ಸಂಡೂರು ಸೇರಿದಂತೆ ಒಟ್ಟು 08 ಖರೀದಿ ಕೇಂದ್ರಗಳನ್ನು ತೆರೆಯಲಾಗಿದೆ ಎಂದು ಜಿಲ್ಲಾಧಿಕಾರಿಗಳು ತಿಳಿಸಿದ್ದಾರೆ. bbox=[664, 1234, 910, 1294]
adalat-photo bbox=[780, 226, 912, 374]
sports-headline: ಪೊಲೀಸ್ ಇಲಾಖೆ; ಡಿ.01ರಂದು ವಾರ್ಷಿಕ ಕ್ರೀಡಾಕೂಟ bbox=[454, 349, 648, 362]
child-labour-headline: ಐವರು ಬಾಲಕಾರ್ಮಿಕ ಮಕ್ಕಳ ರಕ್ಷಣೆ bbox=[51, 1001, 257, 1022]
newspaper-title-english: VIJAYANAGARAVANI KANNADA DAILY MORNING bbox=[320, 116, 675, 133]
village-body-col4: ಉತ್ತರ ನೀಡಲಾಗುತ್ತಿಲ್ಲ ಎಂದು ಎಚ್ಚರಿಸಿದರು. ಗ್ರಾಮ ಸದಸ್ಯರಾಧ ಸಿಹಿನೀರಿನ ಪಕ್ಕದಲ್ಲಿ ಅಗೆದಿರುವ ಗುಂಡಿಯಿಂದಾಗಿ ರಸ್ತೆ ಸಂಚಾರಕ್ಕೆ ತೊಂದರೆಯಾಗಿದೆ. ಈ ಕುರಿತು ಹಲವು ಬಾರಿ ಮನವಿ ಸಲ್ಲಿಸಿದರೂ ಪ್ರಯೋಜನವಾಗಿಲ್ಲ. ವಾರ್ಡಿನ ಸದಸ್ಯರ ನಿರ್ಲಕ್ಷ್ಯದಿಂದಾಗಿ ಅಭಿವೃದ್ಧಿ ಕೆಲಸಗಳು ಸ್ಥಗಿತಗೊಂಡಿವೆ ಎಂದು ಗ್ರಾಮಸ್ಥರು ದೂರಿದರು. bbox=[464, 1144, 650, 1187]
adalat-banner-date: 14.09.2024 bbox=[784, 242, 835, 251]
village-photo-drain bbox=[288, 1144, 460, 1286]
issue-date: Date : 29-11-2024 Friday bbox=[749, 118, 898, 133]
office-meeting-icon bbox=[35, 1101, 275, 1231]
divider bbox=[454, 346, 656, 347]
divider bbox=[288, 902, 650, 903]
sports-body: ರಾಯಚೂರು: ಜಿಲ್ಲಾ ಪೊಲೀಸ್ ಇಲಾಖೆಯ ವತಿಯಿಂದ 2024ರ ವಾರ್ಷಿಕ ಕ್ರೀಡಾಕೂಟವನ್ನು ಇದೇ 2024ರ ಡಿ.01ರ ರಂದು ನಗರದ ಪೊಲೀಸ್ ಕವಾಯತು ಮೈದಾನದಲ್ಲಿ ಹಮ್ಮಿಕೊಳ್ಳಲಾಗಿದೆ ಎಂದು ಜಿಲ್ಲಾ ಪೊಲೀಸ್ ವರಿಷ್ಠಾಧಿಕಾರಿಗಳಾದ ಎಂ.ಪುಟ್ಟಮಾದಯ್ಯ ಅವರು ತಿಳಿಸಿದ್ದಾರೆ. ವಾರ್ಷಿಕ ಕ್ರೀಡಾಕೂಟ ಕಾರ್ಯಕ್ರಮದಲ್ಲಿ ಜಿಲ್ಲಾಧಿಕಾರಿಗಳಾದ ನಿತೀಶ್ ಕೆ., ಬಳ್ಳಾರಿ ವಲಯದ ಪೊಲೀಸ್ ಮಹಾನಿರೀಕ್ಷಕರಾದ ಬಿ.ಎಸ್.ಲೋಕೇಶ್ ಕುಮಾರ್, ಜಿಲ್ಲಾ ಪಂಚಾಯತ್ ಮುಖ್ಯ ಕಾರ್ಯನಿರ್ವಾಹಕ ಅಧಿಕಾರಿ ರಾಹುಲ್ ತುಕಾರಾಂ ಪಾಂಡ್ವೆ, ಕರ್ನಾಟಕ ರಾಜ್ಯ ಕ್ರಿಕೆಟ್ ತಂಡದ ಕ್ರೀಡಾಪಟು ರೋಹನ್ ರೆಡ್ಡಿ, ರಾಷ್ಟ್ರೀಯ ಅಥ್ಲೆಟ್ ಕ್ರೀಡಾಪಟು ರವಿಕುಮಾರ ಅರಸೀಕೆರೆ, ಹೆಚ್ಚುವರಿ ಪೊಲೀಸ್ ಅಧೀಕ್ಷಕರಾದ ಹೆಚ್.ಶಿವಕುಮಾರ್, ಜಿ.ಹರೀಶ್ ಸೇರಿದಂತೆ ಇಲಾಖೆಯ ವಿವಿಧ ಅಧಿಕಾರಿಗಳು ಭಾಗವಹಿಸಲಿದ್ದಾರೆ ಎಂದು ಪ್ರಕಟಣೆಯಲ್ಲಿ ತಿಳಿಸಿದ್ದಾರೆ. bbox=[454, 372, 656, 458]
kitchen-body-col2: ನಿರ್ವಹಿಸಿಕೊಳ್ಳುವ ಜವಾಬ್ದಾರಿಯನ್ನು ಮಕ್ಕಳಿಗೆ ವಹಿಸಲಾಗಿದೆ. ಇದರಿಂದ ಮಕ್ಕಳಲ್ಲಿ ಶ್ರಮದ ಮಹತ್ವ ಹಾಗೂ ಕೃಷಿಯ ಬಗ್ಗೆ ಆಸಕ್ತಿ ಬೆಳೆಯುತ್ತದೆ ಎಂದರು. ಈ ವೇಳೆ ಜಿಲ್ಲಾ ಮಕ್ಕಳ ರಕ್ಷಣಾ ಘಟಕದ ಅಧಿಕಾರಿ ಅವರು ಮಾತನಾಡಿ, ನಮ್ಮ ಜಿಲ್ಲೆಯ ನಾಲ್ಕು ಬಾಲಮಂದಿರಗಳಲ್ಲಿ ಇದೇ ಮಾದರಿಯಲ್ಲಿ ಕಿಚನ್ ಗಾರ್ಡನ್ ನಿರ್ಮಿಸಲು ಯೋಜನೆ ರೂಪಿಸಲಾಗಿದೆ. ಪೌಷ್ಟಿಕಾಂಶಯುಕ್ತ ಸೊಪ್ಪು ಹಾಗೂ ತರಕಾರಿಗಳನ್ನು ಬೆಳೆಯಲಾಗುವುದು ಎಂದರು. ಈ ಸಂದರ್ಭದಲ್ಲಿ ಜಿಲ್ಲಾ ಮಕ್ಕಳ ಕಲ್ಯಾಣ ಸಮಿತಿ ಸದಸ್ಯರು, ಬಾಲಮಂದಿರದ ಅಧೀಕ್ಷಕರು ಹಾಗೂ ಸಿಬ್ಬಂದಿ ಉಪಸ್ಥಿತರಿದ್ದರು. bbox=[412, 748, 650, 808]
child-labour-body2: ಜಿಲ್ಲಾಧಿಕಾರಿಯವರ ನಿರ್ದೇಶನದ ಮೇರೆಗೆ ಹಾಗೂ PAN-India Rescue and Rehabilitation Compaign ಅಂಗವಾಗಿ ವಿವಿಧ ಇಲಾಖೆಗಳ ಜೊತೆಗೂಡಿ ಬಾಲಕಾರ್ಮಿಕ ಹಾಗೂ ಕಿಶೋರ ಕಾರ್ಮಿಕ (ನಿಷೇಧ ಮತ್ತು ನಿಯಂತ್ರಣ) ಕಾಯ್ದೆ 1986 ರಡಿ ನೆಮ್ಮದಿಯ ನಿರೀಕ್ಷಕರ ಟಾಸ್ಕ್ ಫೋರ್ಸ್ ಸಮಿತಿ ಸಭೆ ನಡೆಸಿ ಈ ಕಾರ್ಯಾಚರಣೆ ಕೈಗೊಳ್ಳಲಾಗಿದೆ. ಮಕ್ಕಳನ್ನು ಮುಖ್ಯವಾಹಿನಿಗೆ ತರಲು ಶಾಲೆಗಳಿಗೆ ದಾಖಲಿಸಲಾಗಿದೆ. ಟಾಸ್ಕ್‌ಫೋರ್ಸ್ ಸಮಿತಿಯಲ್ಲಿ ಸಿರುಗುಪ್ಪ ಗ್ರೇಡ್-2 ತಹಶೀಲ್ದಾರರು, ಶಿಕ್ಷಣ ಇಲಾಖೆಯ ಕ್ಷೇತ್ರ ಸಂಪನ್ಮೂಲ ವ್ಯಕ್ತಿಗಳು, ಕಾರ್ಮಿಕ ನಿರೀಕ್ಷಕರು, ಪೊಲೀಸ್ ಇಲಾಖೆಯ ಸಿಬ್ಬಂದಿ, ಬಾಲಕಾರ್ಮಿಕ ಯೋಜನಾ ಸೊಸೈಟಿ ಸಿಬ್ಬಂದಿ ಹಾಜರಿದ್ದರು. bbox=[34, 1248, 274, 1308]
